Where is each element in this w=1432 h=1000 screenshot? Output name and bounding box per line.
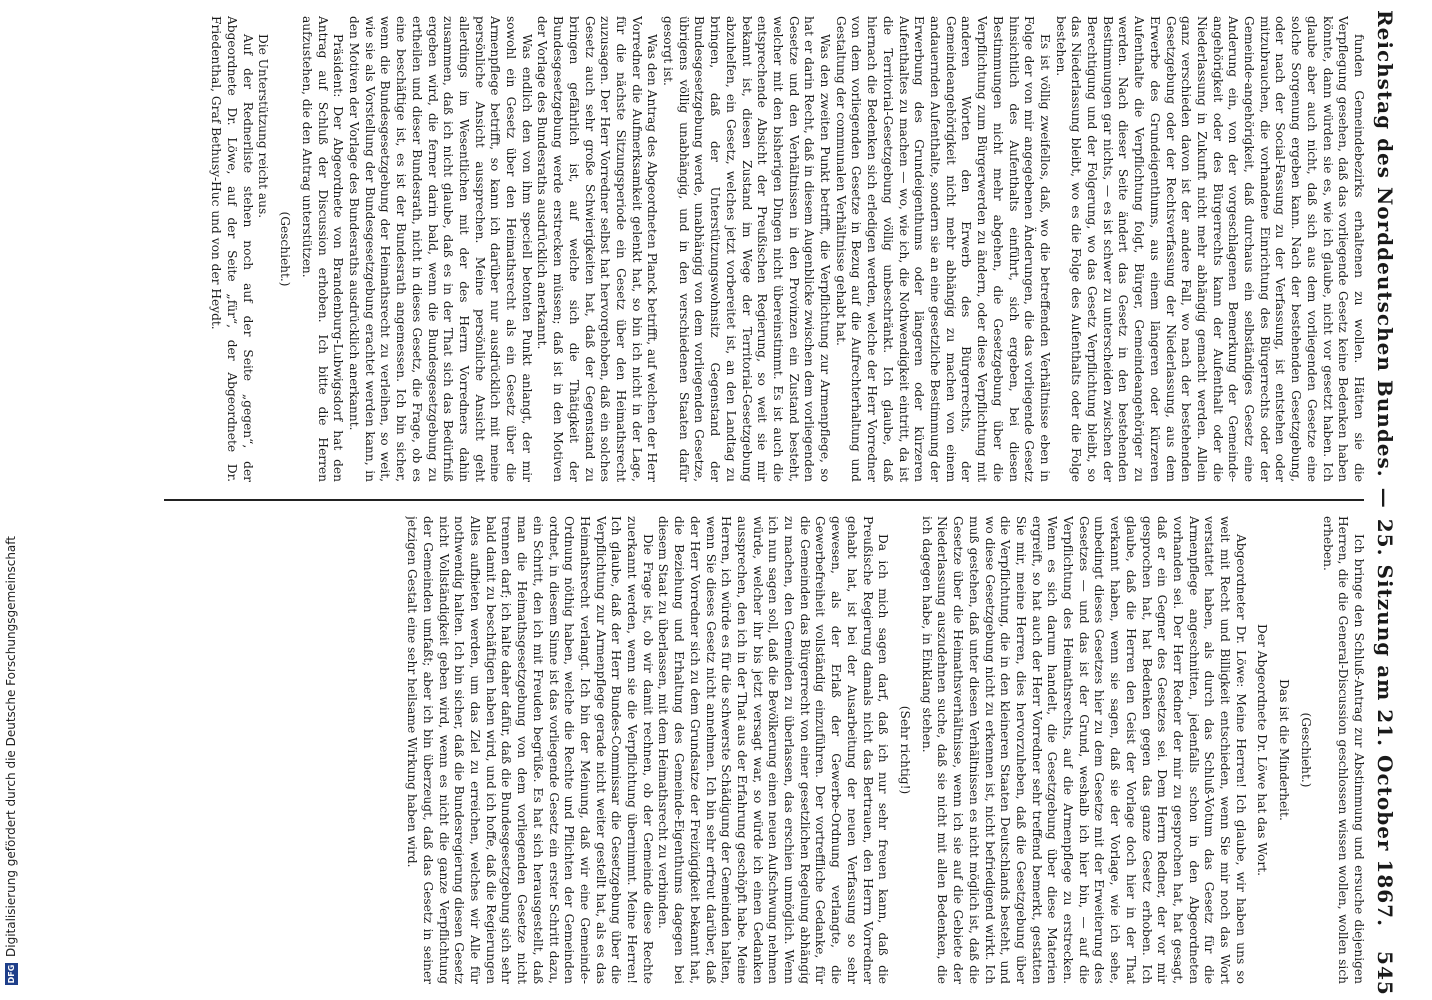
paragraph: Da ich mich sagen darf, daß ich nur sehr freuen kann, daß die Preußische Regierung damals nicht das Bertrauen, den Herrn Vorredner gehabt hat, ist bei der Ausarbeitung der neuen Verfassung so sehr gewesen, als der Erlaß der Gewerbe-Ordnung verlangte, die Gewerbefreiheit vollständig einzuführen. Der vortreffliche Gedanke, für die Gemeinden das Bürgerrecht von einer gesetzlichen Regelung abhängig zu machen, den Gemeinden zu überlassen, das erschien unmöglich. Wenn ich nun sagen soll, daß die Bevölkerung einen neuen Aufschwung nehmen würde, welcher ihr bis jetzt versagt war, so würde ich einen Gedanken aussprechen, den ich in der That aus der Erfahrung geschöpft habe. Meine Herren, ich würde es für die schwerste Schädigung der Gemeinden halten, wenn Sie dieses Gesetz nicht annehmen. Ich bin sehr erfreut darüber, daß der Herr Vorredner sich zu dem Grundsatze der Freizügigkeit bekannt hat, die Beziehung und Erhaltung des Gemeinde-Eigenthums dagegen bei diesem Staat zu überlassen, mit dem Heimathsrecht zu verbinden. [656,516,891,984]
stage-direction: (Geschieht.) [1298,712,1313,788]
paragraph: Was den zweiten Punkt betrifft, die Verpflichtung zur Armenpflege, so hat er darin Recht, daß in diesem Augenblicke zwischen dem vorliegenden Gesetze und den Verhältnissen in den Provinzen ein Zustand besteht, welcher mit den bisherigen Dingen nicht übereinstimmt. Es ist auch die entsprechende Absicht der Preußischen Regierung, so weit sie mir bekannt ist, diesen Zustand im Wege der Territorial-Gesetzgebung abzuhelfen, ein Gesetz, welches jetzt vorbereitet ist, an den Landtag zu bringen, daß der Unterstützungswohnsitz Gegenstand der Bundesgesetzgebung werde, unabhängig von dem vorliegenden Gesetze, übrigens völlig unabhängig, und in den verschiedenen Staaten dafür gesorgt ist. [661,16,833,482]
paragraph: Auf der Rednerliste stehen noch auf der Seite „gegen“, der Abgeordnete Dr. Löwe, auf der Seite „für“, der Abgeordnete Dr. Friedenthal, Graf Bethusy-Huc und von der Heydt. [209,16,255,482]
paragraph: Was endlich den von ihm speciell betonten Punkt anlangt, der mir sowohl ein Gesetz über den Heimathsrecht als ein Gesetz über die Armenpflege betrifft, so kann ich darüber nur ausdrücklich mit meine persönliche Ansicht aussprechen. Meine persönliche Ansicht geht allerdings im Wesentlichen mit der des Herrn Vorredners dahin zusammen, daß ich nicht glaube, daß es in der That sich das Bedürfniß ergeben wird, die ferner darin bald, wenn die Bundesgesetzgebung zu ertheilen und dieser Bundesrath, nicht in dieses Gesetz, die Frage, ob es eine beschäftige ist, es ist der Bundesrath angemessen. Ich bin sicher, wenn die Bundesgesetzgebung der Heimathsrecht zu verleihen, so weit, wie sie als Vorstellung der Bundesgesetzgebung erachtet werden kann, in den Motiven der Vorlage des Bundesraths ausdrücklich anerkannt. [347,16,534,482]
column-divider [164,499,1364,501]
president-paragraph: Präsident: Der Abgeordnete von Brandenburg-Lubwigsdorf hat den Antrag auf Schluß der Discussion erhoben. Ich bitte die Herren aufzustehen, die den Antrag unterstützen. [299,16,346,482]
page-number: 545 [1373,951,1397,996]
right-column [166,516,1366,984]
header-dash: — [1373,487,1397,509]
digitisation-text: Digitalisierung gefördert durch die Deutsche Forschungsgemeinschaft [4,535,18,957]
header-title: Reichstag des Norddeutschen Bundes. [1373,10,1397,478]
page-header [1368,10,1402,996]
paragraph: Der Abgeordnete Dr. Löwe hat das Wort. [1255,624,1270,876]
stage-direction: (Geschieht.) [278,211,293,287]
paragraph: Es ist völlig zweifellos, daß, wo die betreffenden Verhältnisse eben in Folge der von mir angegebenen Änderungen, die das vorliegende Gesetz hinsichtlich des Aufenthalts einführt, sich ergeben, bei diesen Bestimmungen nicht mehr abgehen, die Gesetzgebung über die Verpflichtung zum Bürgerwerden zu ändern, oder diese Verpflichtung mit anderen Worten den Erwerb des Bürgerrechts, der Gemeindeangehörigkeit nicht mehr abhängig zu machen von einem andauernden Aufenthalte, sondern sie an eine gesetzliche Bestimmung der Erwerbung des Grundeigenthums oder längeren oder kürzeren Aufenthaltes zu machen — wo, wie ich, die Nothwendigkeit eintritt, da ist die Territorial-Gesetzgebung völlig unbeschränkt. Ich glaube, daß hiernach die Bedenken sich erledigen werden, welche der Herr Vorredner von dem vorliegenden Gesetze in Bezug auf die Aufrechterhaltung und Gestaltung der communalen Verhältnisse gehabt hat. [833,16,1052,482]
digitisation-sidebar [0,0,34,1000]
paragraph: Abgeordneter Dr. Löwe: Meine Herren! Ich glaube, wir haben uns so weit mit Recht und Billigkeit entschieden, wenn Sie mir noch das Wort verstattet haben, als durch das Schluß-Votum das Gesetz für die Armenpflege angeschnitten, jedenfalls schon in den Abgeordneten vorhanden sei. Der Herr Redner der mir zu gesprochen hat, hat gesagt, daß er ein Gegner des Gesetzes sei. Dem Herrn Redner, der vor mir gesprochen hat, hat Bedenken gegen das ganze Gesetz erhoben. Ich glaube, daß die Herren den Geist der Vorlage doch hier in der That verkannt haben, wenn sie sagen, daß sie der Vorlage, wie ich sehe, unbedingt dieses Gesetzes hier zu dem Gesetze mit der Erweiterung des Gesetzes — und das ist der Grund, weshalb ich hier bin, — auf die Verpflichtung des Heimathsrechts, auf die Armenpflege zu erstrecken. Wenn es sich darum handelt, die Gesetzgebung über diese Materien ergreift, so hat auch der Herr Vorredner sehr treffend bemerkt, gestatten Sie mir, meine Herren, dies hervorzuheben, daß die Gesetzgebung über die Verpflichtung, die in den kleineren Staaten Deutschlands besteht, und wo diese Gesetzgebung nicht zu erkennen ist, nicht befriedigend wirkt. Ich muß gestehen, daß unter diesen Verhältnissen es nicht möglich ist, daß die Gesetze über die Heimathsverhältnisse, wenn ich sie auf die Gebiete der Niederlassung auszudehnen suche, daß sie nicht mit allen Bedenken, die ich dagegen habe, in Einklang stehen. [919,516,1248,984]
header-session: 25. Sitzung am 21. October 1867. [1373,518,1397,928]
digitisation-label [4,536,18,985]
paragraph: Die Frage ist, ob wir damit rechnen, ob der Gemeinde diese Rechte zuerkannt werden, wenn sie die Verpflichtung übernimmt. Meine Herren! Ich glaube, daß der Herr Bundes-Commissar die Gesetzgebung über die Verpflichtung zur Armenpflege gerade nicht weiter gestellt hat, als es das Heimathsrecht verlangt. Ich bin der Meinung, daß wir eine Gemeinde-Ordnung nöthig haben, welche die Rechte und Pflichten der Gemeinden ordnet, in diesem Sinne ist das vorliegende Gesetz ein erster Schritt dazu, ein Schritt, den ich mit Freuden begrüße. Es hat sich herausgestellt, daß man die Heimathsgesetzgebung von dem vorliegenden Gesetze nicht trennen darf; ich halte daher dafür, daß die Bundesgesetzgebung sich sehr bald damit zu beschäftigen haben wird, und ich hoffe, daß die Regierungen Alles aufbieten werden, um das Ziel zu erreichen, welches wir Alle für nothwendig halten. Ich bin sicher, daß die Bundesregierung diesen Gesetz nicht Vollständigkeit geben wird, wenn es nicht die ganze Verpflichtung der Gemeinden umfaßt; aber ich bin überzeugt, daß das Gesetz in seiner jetzigen Gestalt eine sehr heilsame Wirkung haben wird. [405,516,655,984]
stage-direction: (Sehr richtig!) [898,705,913,795]
paragraph: Ich bringe den Schluß-Antrag zur Abstimmung und ersuche diejenigen Herren, die die General-Discussion geschlossen wissen wollen, wollen sich erheben. [1320,516,1366,984]
paragraph: Die Unterstützung reicht aus. [256,34,271,219]
paragraph: funden Gemeindebezirks erhaltenen zu wollen. Hätten sie die Verpflegung gesehen, daß das vorliegende Gesetz keine Bedenken haben könnte, dann würden sie es, wie ich glaube, nicht vor gesetzt haben. Ich glaube aber auch nicht, daß sich aus dem vorliegenden Gesetze eine solche Sorgenung ergeben kann. Nach der bestehenden Gesetzgebung, oder nach der Social-Fassung zu der Verfassung, ist entstehen oder mitzubrauchen, die vorhandene Einrichtung des Bürgerrechts oder der Gemeinde-angehörigkeit, daß durchaus ein selbständiges Gesetz eine Anderung ein, von der vorgeschlagenen Bemerkung der Gemeinde-angehörigkeit oder des Bürgerrechts kann der Aufenthalt oder die Niederlassung in Zukunft nicht mehr abhängig gemacht werden. Allein ganz verschieden davon ist der andere Fall, wo nach der bestehenden Gesetzgebung oder der Rechtsverfassung der Niederlassung, aus dem Erwerbe des Grundeigenthums, aus einem längeren oder kürzeren Aufenthalte die Verpflichtung folgt, Bürger, Gemeindeangehöriger zu werden. Nach dieser Seite ändert das Gesetz in den bestehenden Bestimmungen gar nichts, — es ist schwer zu unterscheiden zwischen der Berechtigung und der Folgerung, wo das Gesetz Verpflichtung bleibt, so das Niederlassung bleibt, wo es die Folge des Aufenthalts oder die Folge bestehen. [1053,16,1366,482]
paragraph: Was den Antrag des Abgeordneten Planck betrifft, auf welchen der Herr Vorredner die Aufmerksamkeit gelenkt hat, so bin ich nicht in der Lage, für die nächste Sitzungsperiode ein Gesetz über den Heimathsrecht zuzusagen. Der Herr Vorredner selbst hat hervorgehoben, daß ein solches Gesetz auch sehr große Schwierigkeiten hat, daß der Gegenstand zu bringen gefährlich ist, auf welche sich die Thätigkeit der Bundesgesetzgebung werde erstrecken müssen; daß ist in den Motiven der Vorlage des Bundesraths ausdrücklich anerkannt. [535,16,660,482]
left-column [166,16,1366,482]
paragraph: Das ist die Minderheit. [1277,679,1292,821]
dfg-logo-icon: DFG [6,964,16,984]
